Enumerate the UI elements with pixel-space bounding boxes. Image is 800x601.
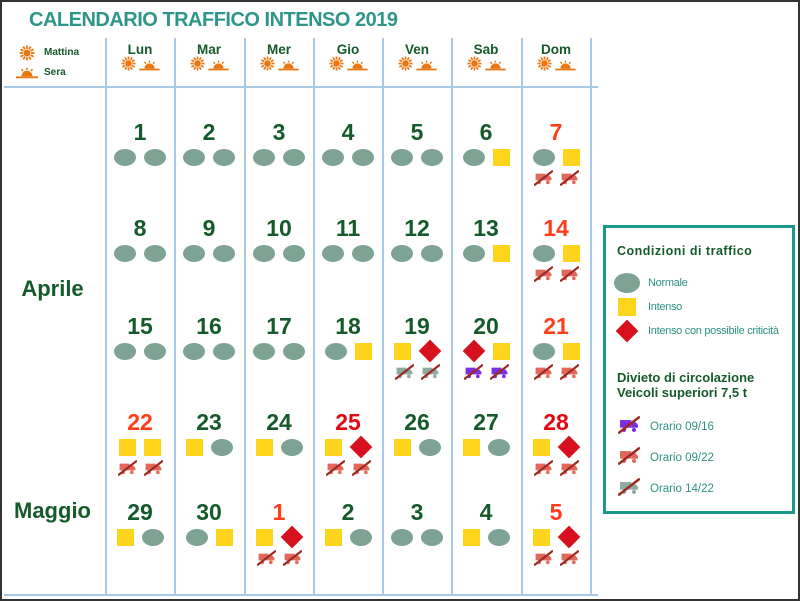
day-traffic-symbols (246, 527, 312, 547)
crossed-truck-icon (326, 460, 345, 481)
circle-symbol (253, 149, 275, 166)
day-cell (176, 314, 242, 361)
circle-symbol (533, 149, 555, 166)
legend-traffic-item (612, 296, 682, 318)
circle-symbol (183, 343, 205, 360)
circle-symbol (283, 245, 305, 262)
day-cell (453, 314, 519, 383)
day-traffic-symbols (315, 341, 381, 361)
ban-title-line2: Veicoli superiori 7,5 t (617, 385, 748, 400)
day-traffic-symbols (315, 437, 381, 457)
evening-legend-row (14, 64, 79, 81)
day-traffic-symbols (246, 341, 312, 361)
diamond-symbol (349, 436, 372, 459)
day-traffic-symbols (523, 437, 589, 457)
day-number: 27 (473, 409, 499, 435)
day-number: 16 (196, 313, 222, 339)
day-traffic-symbols (176, 437, 242, 457)
sunset-icon (208, 58, 229, 76)
crossed-truck-icon (534, 170, 553, 191)
day-traffic-symbols (523, 243, 589, 263)
circle-symbol (322, 149, 344, 166)
day-cell (523, 216, 589, 285)
weekday-header (453, 42, 519, 76)
crossed-truck-icon (534, 460, 553, 481)
day-number: 1 (133, 119, 147, 145)
day-number: 7 (549, 119, 563, 145)
day-traffic-symbols (384, 243, 450, 263)
day-traffic-symbols (453, 341, 519, 361)
day-truck-ban-icons (107, 461, 173, 479)
grid-vertical-line (590, 38, 592, 595)
day-traffic-symbols (176, 527, 242, 547)
crossed-truck-icon (395, 364, 414, 385)
crossed-truck-icon (560, 550, 579, 571)
day-cell (176, 500, 242, 547)
circle-symbol (144, 343, 166, 360)
legend-ban-item (618, 447, 714, 469)
day-cell (107, 216, 173, 263)
day-traffic-symbols (107, 527, 173, 547)
day-number: 9 (202, 215, 216, 241)
crossed-truck-icon (490, 364, 509, 385)
crossed-truck-icon (257, 550, 276, 571)
circle-symbol (421, 149, 443, 166)
circle-symbol (421, 245, 443, 262)
day-traffic-symbols (523, 341, 589, 361)
day-cell (246, 500, 312, 569)
square-symbol (394, 439, 411, 456)
circle-symbol (213, 149, 235, 166)
ban-item-label: Orario 14/22 (650, 483, 714, 495)
day-cell (523, 314, 589, 383)
crossed-truck-icon (560, 266, 579, 287)
circle-symbol (144, 149, 166, 166)
legend-traffic-item (612, 320, 779, 342)
day-number: 1 (272, 499, 286, 525)
day-traffic-symbols (453, 527, 519, 547)
day-number: 22 (127, 409, 153, 435)
day-truck-ban-icons (523, 551, 589, 569)
weekday-label: Gio (336, 42, 360, 57)
day-traffic-symbols (315, 147, 381, 167)
circle-symbol (186, 529, 208, 546)
day-number: 5 (549, 499, 563, 525)
day-number: 8 (133, 215, 147, 241)
crossed-truck-icon (352, 460, 371, 481)
day-traffic-symbols (384, 341, 450, 361)
crossed-truck-icon (464, 364, 483, 385)
sun-icon (537, 56, 552, 76)
legend-ban-item (618, 478, 714, 500)
circle-symbol (142, 529, 164, 546)
crossed-truck-icon (560, 460, 579, 481)
day-cell (246, 216, 312, 263)
circle-symbol (144, 245, 166, 262)
square-symbol (186, 439, 203, 456)
weekday-sun-sunset-icons (246, 60, 312, 76)
sun-icon (121, 56, 136, 76)
weekday-sun-sunset-icons (315, 60, 381, 76)
day-cell (176, 410, 242, 457)
day-cell (107, 120, 173, 167)
day-cell (107, 314, 173, 361)
square-symbol (119, 439, 136, 456)
circle-symbol (183, 245, 205, 262)
sun-icon (190, 56, 205, 76)
day-number: 20 (473, 313, 499, 339)
crossed-truck-icon (118, 460, 137, 481)
circle-symbol (114, 245, 136, 262)
diamond-symbol (557, 526, 580, 549)
circle-symbol (419, 439, 441, 456)
day-cell (453, 120, 519, 167)
day-traffic-symbols (315, 243, 381, 263)
weekday-label: Mer (266, 42, 291, 57)
day-cell (384, 314, 450, 383)
crossed-truck-icon (144, 460, 163, 481)
day-number: 2 (202, 119, 216, 145)
month-label-maggio: Maggio (14, 498, 91, 523)
sunset-icon (555, 58, 576, 76)
day-traffic-symbols (107, 147, 173, 167)
crossed-truck-icon (560, 364, 579, 385)
weekday-header (384, 42, 450, 76)
circle-symbol (463, 149, 485, 166)
day-number: 3 (272, 119, 286, 145)
square-symbol (563, 245, 580, 262)
day-truck-ban-icons (246, 551, 312, 569)
day-traffic-symbols (107, 243, 173, 263)
circle-symbol (391, 149, 413, 166)
day-cell (107, 410, 173, 479)
day-cell (176, 216, 242, 263)
diamond-symbol (557, 436, 580, 459)
morning-label: Mattina (44, 47, 79, 58)
day-cell (107, 500, 173, 547)
sunset-icon (139, 58, 160, 76)
day-cell (315, 410, 381, 479)
ban-item-label: Orario 09/16 (650, 421, 714, 433)
day-truck-ban-icons (523, 267, 589, 285)
day-number: 21 (543, 313, 569, 339)
square-symbol (463, 439, 480, 456)
day-cell (315, 500, 381, 547)
crossed-truck-icon (534, 364, 553, 385)
day-traffic-symbols (176, 243, 242, 263)
legend-traffic-item (612, 272, 687, 294)
circle-symbol (533, 245, 555, 262)
diamond-symbol (462, 340, 485, 363)
day-number: 15 (127, 313, 153, 339)
day-cell (384, 500, 450, 547)
circle-symbol (488, 529, 510, 546)
circle-symbol (183, 149, 205, 166)
square-symbol (394, 343, 411, 360)
month-label-aprile: Aprile (21, 276, 84, 301)
sun-icon (329, 56, 344, 76)
day-number: 4 (341, 119, 355, 145)
day-cell (523, 120, 589, 189)
weekday-label: Sab (473, 42, 499, 57)
day-traffic-symbols (453, 243, 519, 263)
day-truck-ban-icons (523, 171, 589, 189)
circle-symbol (253, 343, 275, 360)
diamond-symbol (418, 340, 441, 363)
day-cell (246, 410, 312, 457)
crossed-truck-icon (618, 478, 640, 501)
day-traffic-symbols (453, 147, 519, 167)
legend-item-label: Intenso con possibile criticità (648, 325, 779, 337)
day-cell (453, 500, 519, 547)
square-symbol (117, 529, 134, 546)
weekday-sun-sunset-icons (107, 60, 173, 76)
day-traffic-symbols (384, 437, 450, 457)
square-symbol (256, 529, 273, 546)
circle-symbol (281, 439, 303, 456)
day-traffic-symbols (523, 147, 589, 167)
circle-symbol (352, 245, 374, 262)
day-cell (384, 216, 450, 263)
weekday-label: Ven (404, 42, 429, 57)
weekday-header (176, 42, 242, 76)
sun-icon (467, 56, 482, 76)
circle-symbol (391, 245, 413, 262)
sun-icon (14, 45, 40, 61)
sunset-icon (485, 58, 506, 76)
morning-legend-row (14, 44, 79, 61)
day-number: 6 (479, 119, 493, 145)
day-number: 14 (543, 215, 569, 241)
circle-symbol (114, 149, 136, 166)
crossed-truck-icon (534, 266, 553, 287)
weekday-sun-sunset-icons (523, 60, 589, 76)
square-symbol (493, 245, 510, 262)
square-symbol (355, 343, 372, 360)
day-traffic-symbols (246, 243, 312, 263)
day-traffic-symbols (453, 437, 519, 457)
weekday-label: Lun (127, 42, 153, 57)
day-traffic-symbols (176, 147, 242, 167)
day-number: 18 (335, 313, 361, 339)
legend-item-label: Normale (648, 277, 688, 289)
day-number: 28 (543, 409, 569, 435)
day-number: 17 (266, 313, 292, 339)
square-symbol (533, 529, 550, 546)
day-number: 30 (196, 499, 222, 525)
day-traffic-symbols (523, 527, 589, 547)
square-symbol (563, 149, 580, 166)
weekday-label: Mar (196, 42, 221, 57)
day-number: 4 (479, 499, 493, 525)
weekday-label: Dom (541, 42, 571, 57)
diamond-symbol (280, 526, 303, 549)
day-cell (384, 120, 450, 167)
circle-symbol (391, 529, 413, 546)
circle-symbol (421, 529, 443, 546)
sun-icon (260, 56, 275, 76)
crossed-truck-icon (534, 550, 553, 571)
day-traffic-symbols (315, 527, 381, 547)
sunset-icon (416, 58, 437, 76)
day-number: 23 (196, 409, 222, 435)
square-symbol (493, 343, 510, 360)
day-traffic-symbols (176, 341, 242, 361)
day-traffic-symbols (107, 437, 173, 457)
square-symbol (256, 439, 273, 456)
day-truck-ban-icons (523, 461, 589, 479)
weekday-header (246, 42, 312, 76)
day-number: 11 (335, 215, 361, 241)
day-truck-ban-icons (523, 365, 589, 383)
day-cell (246, 120, 312, 167)
day-cell (453, 410, 519, 457)
page-title: CALENDARIO TRAFFICO INTENSO 2019 (29, 9, 398, 31)
crossed-truck-icon (618, 447, 640, 470)
weekday-sun-sunset-icons (453, 60, 519, 76)
ban-item-label: Orario 09/22 (650, 452, 714, 464)
day-traffic-symbols (384, 527, 450, 547)
square-symbol (216, 529, 233, 546)
circle-symbol (213, 245, 235, 262)
day-traffic-symbols (384, 147, 450, 167)
day-cell (176, 120, 242, 167)
time-of-day-legend (14, 44, 79, 84)
circle-symbol (533, 343, 555, 360)
day-traffic-symbols (246, 437, 312, 457)
day-traffic-symbols (107, 341, 173, 361)
day-cell (315, 216, 381, 263)
circle-symbol (325, 343, 347, 360)
sunset-icon (278, 58, 299, 76)
weekday-header (315, 42, 381, 76)
day-number: 13 (473, 215, 499, 241)
day-truck-ban-icons (453, 365, 519, 383)
circle-symbol (352, 149, 374, 166)
ban-title-line1: Divieto di circolazione (617, 370, 755, 385)
day-number: 2 (341, 499, 355, 525)
crossed-truck-icon (283, 550, 302, 571)
day-number: 5 (410, 119, 424, 145)
day-traffic-symbols (246, 147, 312, 167)
day-number: 26 (404, 409, 430, 435)
day-cell (246, 314, 312, 361)
day-cell (315, 120, 381, 167)
circle-symbol (283, 343, 305, 360)
legend-box (603, 225, 795, 514)
weekday-sun-sunset-icons (176, 60, 242, 76)
day-cell (453, 216, 519, 263)
sunset-icon (14, 67, 40, 79)
legend-ban-item (618, 416, 714, 438)
crossed-truck-icon (560, 170, 579, 191)
square-symbol (144, 439, 161, 456)
circle-symbol (463, 245, 485, 262)
day-number: 10 (266, 215, 292, 241)
circle-symbol (211, 439, 233, 456)
square-symbol (325, 529, 342, 546)
circle-symbol (322, 245, 344, 262)
day-number: 25 (335, 409, 361, 435)
day-truck-ban-icons (315, 461, 381, 479)
day-number: 29 (127, 499, 153, 525)
day-cell (384, 410, 450, 457)
square-symbol (563, 343, 580, 360)
circle-symbol (213, 343, 235, 360)
day-number: 12 (404, 215, 430, 241)
square-symbol (325, 439, 342, 456)
crossed-truck-icon (421, 364, 440, 385)
day-number: 24 (266, 409, 292, 435)
sun-icon (398, 56, 413, 76)
weekday-header (107, 42, 173, 76)
day-truck-ban-icons (384, 365, 450, 383)
day-number: 3 (410, 499, 424, 525)
sunset-icon (347, 58, 368, 76)
circle-symbol (114, 343, 136, 360)
day-cell (315, 314, 381, 361)
circle-symbol (253, 245, 275, 262)
square-symbol (533, 439, 550, 456)
diamond-symbol (612, 323, 642, 339)
grid-header-line (4, 86, 598, 88)
legend-item-label: Intenso (648, 301, 682, 313)
day-number: 19 (404, 313, 430, 339)
circle-symbol (350, 529, 372, 546)
square-symbol (612, 298, 642, 316)
evening-label: Sera (44, 67, 66, 78)
crossed-truck-icon (618, 416, 640, 439)
circle-symbol (612, 273, 642, 293)
day-cell (523, 500, 589, 569)
weekday-sun-sunset-icons (384, 60, 450, 76)
driving-ban-title (617, 370, 754, 400)
day-cell (523, 410, 589, 479)
weekday-header (523, 42, 589, 76)
grid-bottom-line (4, 594, 598, 596)
square-symbol (493, 149, 510, 166)
circle-symbol (283, 149, 305, 166)
circle-symbol (488, 439, 510, 456)
square-symbol (463, 529, 480, 546)
traffic-conditions-title: Condizioni di traffico (617, 244, 753, 258)
